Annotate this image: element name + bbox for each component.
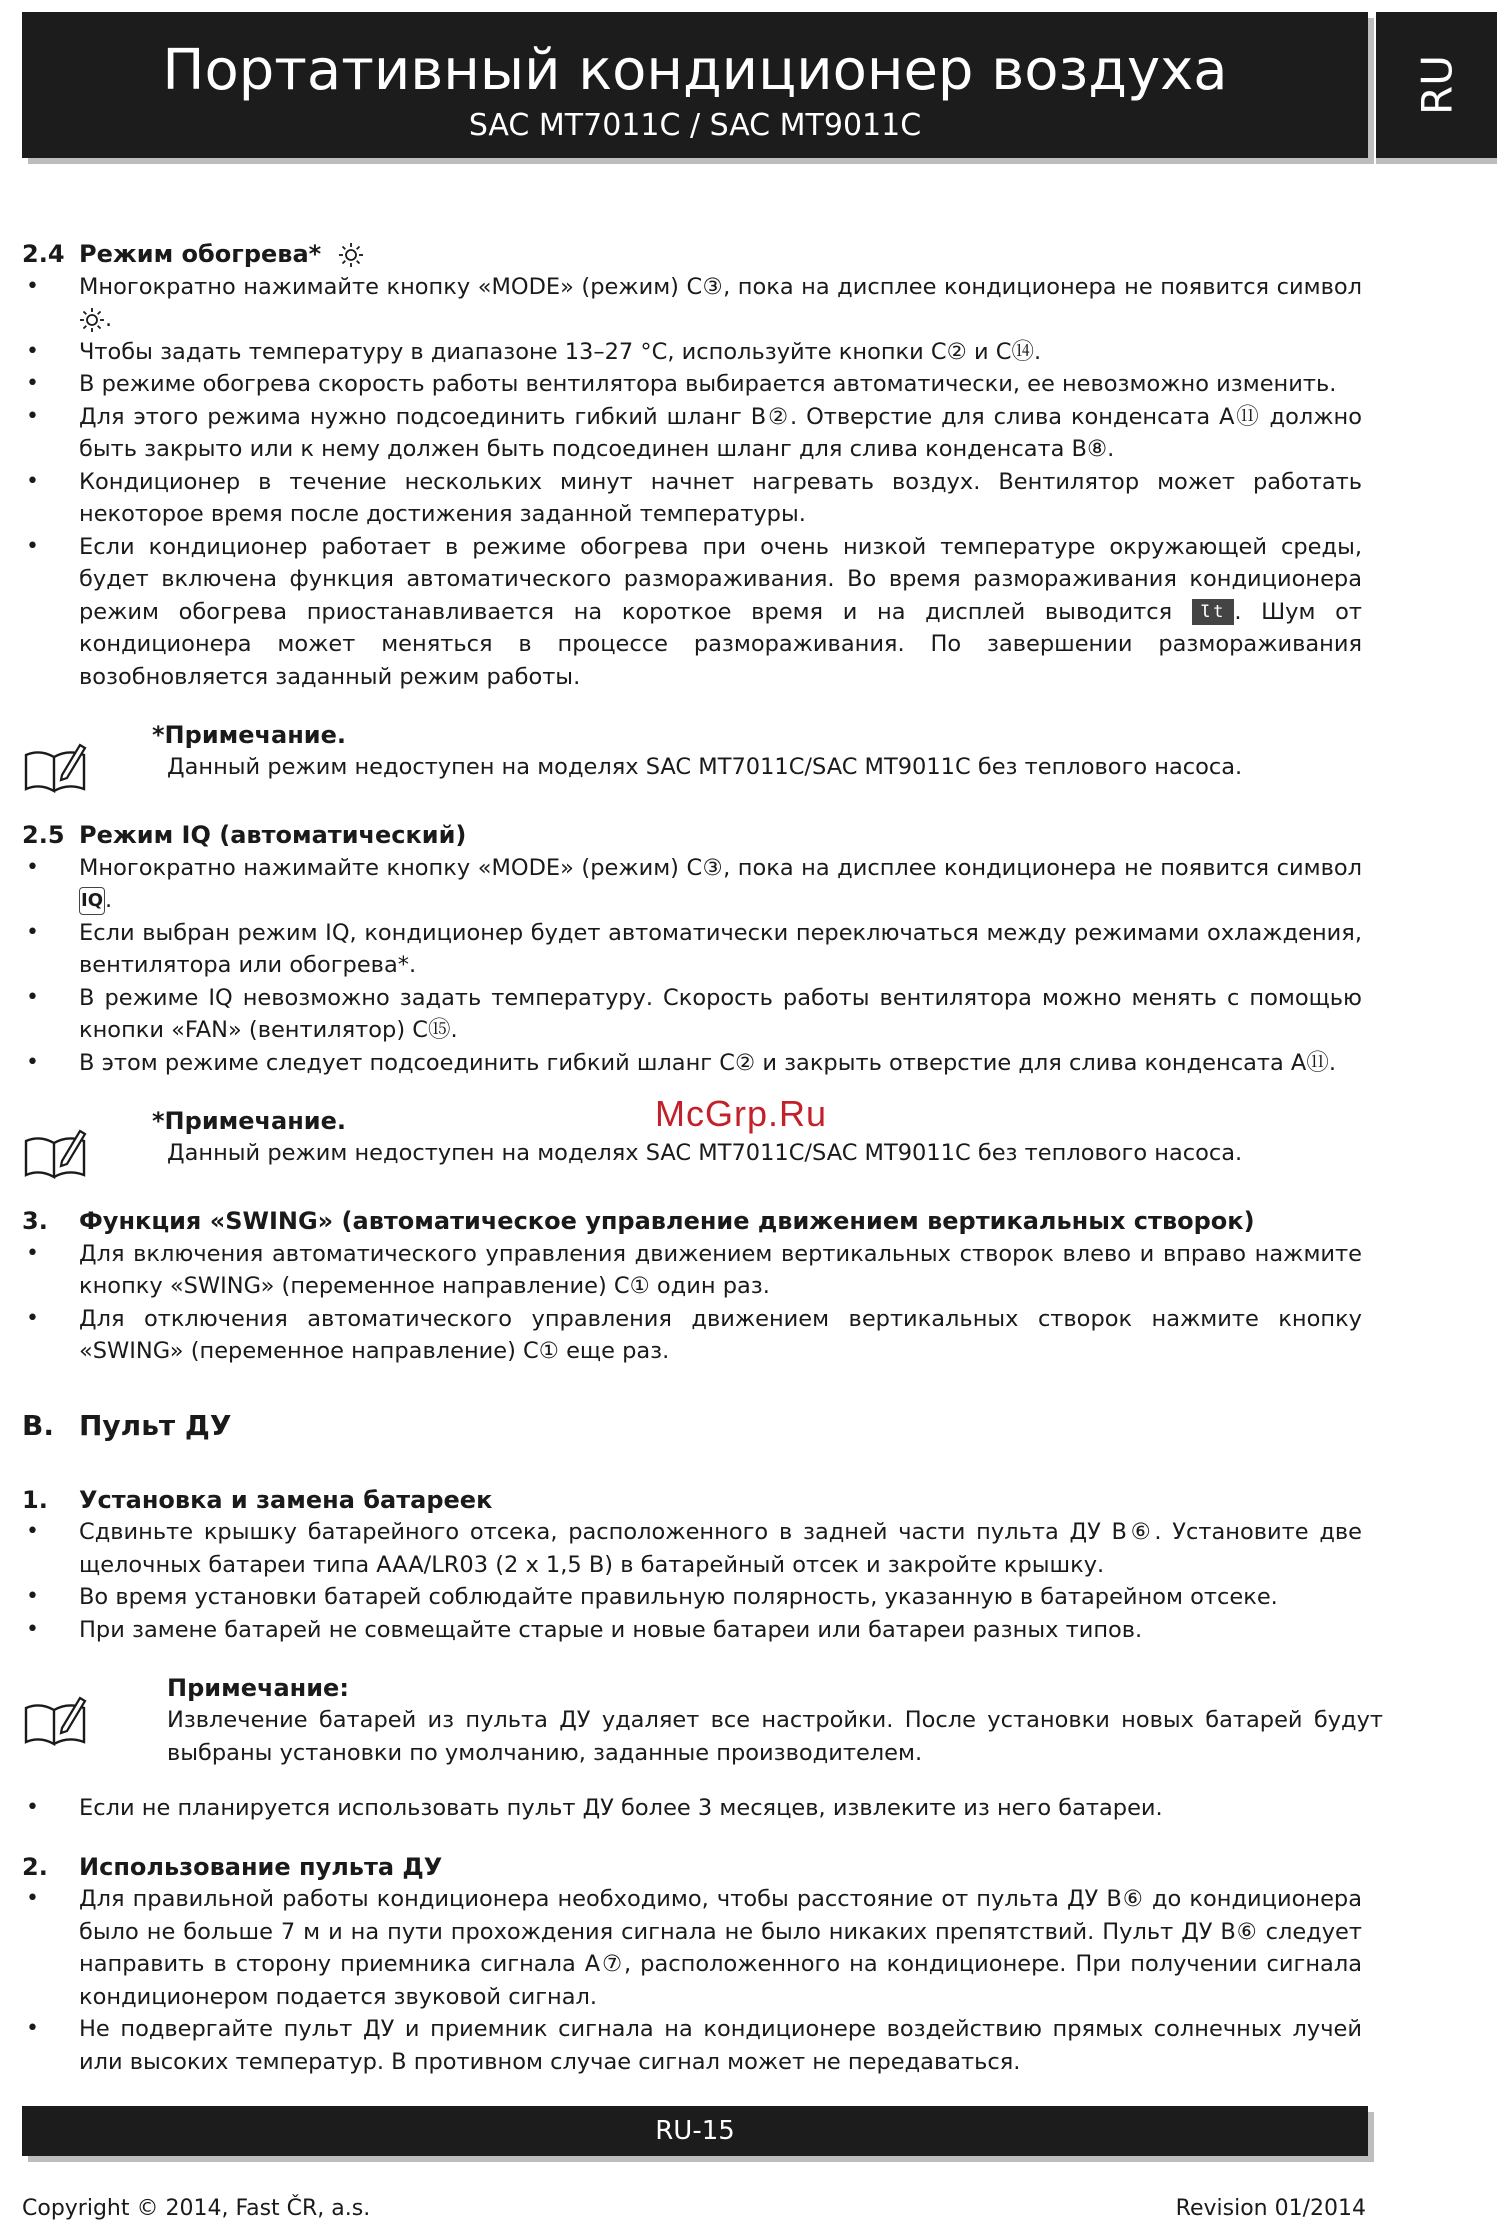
section-number: 3. — [22, 1207, 48, 1235]
list-item: • Для включения автоматического управления движением вертикальных створок влево и вправо нажмите кнопку «SWING» (переменное направление) C① один раз. — [22, 1238, 1362, 1303]
iq-mode-icon: IQ — [79, 887, 105, 915]
note-2-5 — [22, 1105, 1362, 1205]
note-title: Примечание: — [167, 1674, 349, 1702]
note-2-4 — [22, 719, 1362, 819]
book-pencil-icon — [22, 741, 88, 795]
section-title: Использование пульта ДУ — [79, 1852, 443, 1881]
section-number: 1. — [22, 1485, 48, 1514]
section-number: 2.4 — [22, 240, 65, 268]
book-pencil-icon — [22, 1127, 88, 1181]
note-text: Извлечение батарей из пульта ДУ удаляет все настройки. После установки новых батарей будут выбраны установки по умолчанию, заданные производителем. — [167, 1707, 1383, 1766]
note-batteries — [22, 1672, 1383, 1792]
list-item: • Чтобы задать температуру в диапазоне 13–27 °C, используйте кнопки C② и C⑭. — [22, 336, 1362, 369]
section-2-4-heading — [22, 238, 1362, 271]
note-text: Данный режим недоступен на моделях SAC MT7011C/SAC MT9011C без теплового насоса. — [167, 1140, 1243, 1166]
section-title: Установка и замена батареек — [79, 1485, 493, 1514]
section-2-heading — [22, 1851, 1362, 1884]
list-item: • В этом режиме следует подсоединить гибкий шланг C② и закрыть отверстие для слива конденсата A⑪. — [22, 1047, 1362, 1080]
section-number: B. — [22, 1408, 54, 1442]
model-subtitle: SAC MT7011C / SAC MT9011C — [468, 108, 922, 143]
section-1-heading — [22, 1484, 1362, 1517]
section-2-4-list — [22, 271, 1362, 694]
list-item: • Не подвергайте пульт ДУ и приемник сигнала на кондиционере воздействию прямых солнечных лучей или высоких температур. В противном случае сигнал может не передаваться. — [22, 2013, 1362, 2078]
list-item: • Многократно нажимайте кнопку «MODE» (режим) C③, пока на дисплее кондиционера не появится символ . — [22, 271, 1362, 336]
section-2-list — [22, 1883, 1362, 2078]
header-bar — [22, 12, 1368, 158]
watermark: McGrp.Ru — [655, 1093, 828, 1134]
list-item: • При замене батарей не совмещайте старые и новые батареи или батареи разных типов. — [22, 1614, 1362, 1647]
section-b-heading — [22, 1408, 1362, 1444]
list-item: • Для отключения автоматического управления движением вертикальных створок нажмите кнопку «SWING» (переменное направление) C① еще раз. — [22, 1303, 1362, 1368]
section-title: Режим IQ (автоматический) — [79, 821, 467, 849]
section-3-list — [22, 1238, 1362, 1368]
list-item: • Если кондиционер работает в режиме обогрева при очень низкой температуре окружающей среды, будет включена функция автоматического размораживания. Во время размораживания кондиционера режим обогрева приостанавливается на короткое время и на дисплей выводится Ɩt . Шум от кондиционера может меняться в процессе размораживания. По завершении размораживания возобновляется заданный режим работы. — [22, 531, 1362, 694]
language-label: RU — [1412, 55, 1461, 115]
section-1-extra-list — [22, 1792, 1362, 1825]
copyright: Copyright © 2014, Fast ČR, a.s. — [22, 2196, 371, 2221]
list-item: • В режиме IQ невозможно задать температуру. Скорость работы вентилятора можно менять с помощью кнопки «FAN» (вентилятор) C⑮. — [22, 982, 1362, 1047]
list-item: • Многократно нажимайте кнопку «MODE» (режим) C③, пока на дисплее кондиционера не появится символ IQ. — [22, 852, 1362, 917]
page-number: RU-15 — [655, 2116, 735, 2146]
section-2-5-list — [22, 852, 1362, 1080]
note-title: *Примечание. — [152, 1107, 346, 1135]
section-1-list — [22, 1516, 1362, 1646]
note-text: Данный режим недоступен на моделях SAC MT7011C/SAC MT9011C без теплового насоса. — [167, 754, 1243, 780]
note-title: *Примечание. — [152, 721, 346, 749]
section-number: 2. — [22, 1852, 48, 1881]
list-item: • Если не планируется использовать пульт ДУ более 3 месяцев, извлеките из него батареи. — [22, 1792, 1362, 1825]
list-item: • Кондиционер в течение нескольких минут начнет нагревать воздух. Вентилятор может работать некоторое время после достижения заданной температуры. — [22, 466, 1362, 531]
section-3-heading — [22, 1205, 1362, 1238]
sun-icon — [79, 307, 105, 333]
list-item: • Для этого режима нужно подсоединить гибкий шланг B②. Отверстие для слива конденсата A⑪ должно быть закрыто или к нему должен быть подсоединен шланг для слива конденсата B⑧. — [22, 401, 1362, 466]
list-item: • Сдвиньте крышку батарейного отсека, расположенного в задней части пульта ДУ B⑥. Установите две щелочных батареи типа AAA/LR03 (2 x 1,5 В) в батарейный отсек и закройте крышку. — [22, 1516, 1362, 1581]
revision: Revision 01/2014 — [1175, 2196, 1366, 2221]
section-title: Функция «SWING» (автоматическое управление движением вертикальных створок) — [79, 1207, 1255, 1235]
book-pencil-icon — [22, 1694, 88, 1748]
list-item: • Во время установки батарей соблюдайте правильную полярность, указанную в батарейном отсеке. — [22, 1581, 1362, 1614]
list-item: • В режиме обогрева скорость работы вентилятора выбирается автоматически, ее невозможно изменить. — [22, 368, 1362, 401]
list-item: • Для правильной работы кондиционера необходимо, чтобы расстояние от пульта ДУ B⑥ до кондиционера было не больше 7 м и на пути прохождения сигнала не было никаких препятствий. Пульт ДУ B⑥ следует направить в сторону приемника сигнала A⑦, расположенного на кондиционере. При получении сигнала кондиционером подается звуковой сигнал. — [22, 1883, 1362, 2013]
defrost-display-icon: Ɩt — [1192, 599, 1234, 625]
list-item: • Если выбран режим IQ, кондиционер будет автоматически переключаться между режимами охлаждения, вентилятора или обогрева*. — [22, 917, 1362, 982]
content — [22, 238, 1383, 2078]
section-2-5-heading — [22, 819, 1362, 852]
sun-icon — [338, 242, 364, 268]
footer-bar — [22, 2106, 1368, 2156]
section-title: Режим обогрева* — [79, 238, 364, 271]
language-tab — [1376, 12, 1497, 158]
section-number: 2.5 — [22, 821, 65, 849]
page-title: Портативный кондиционер воздуха — [162, 38, 1228, 103]
section-title: Пульт ДУ — [79, 1408, 232, 1442]
